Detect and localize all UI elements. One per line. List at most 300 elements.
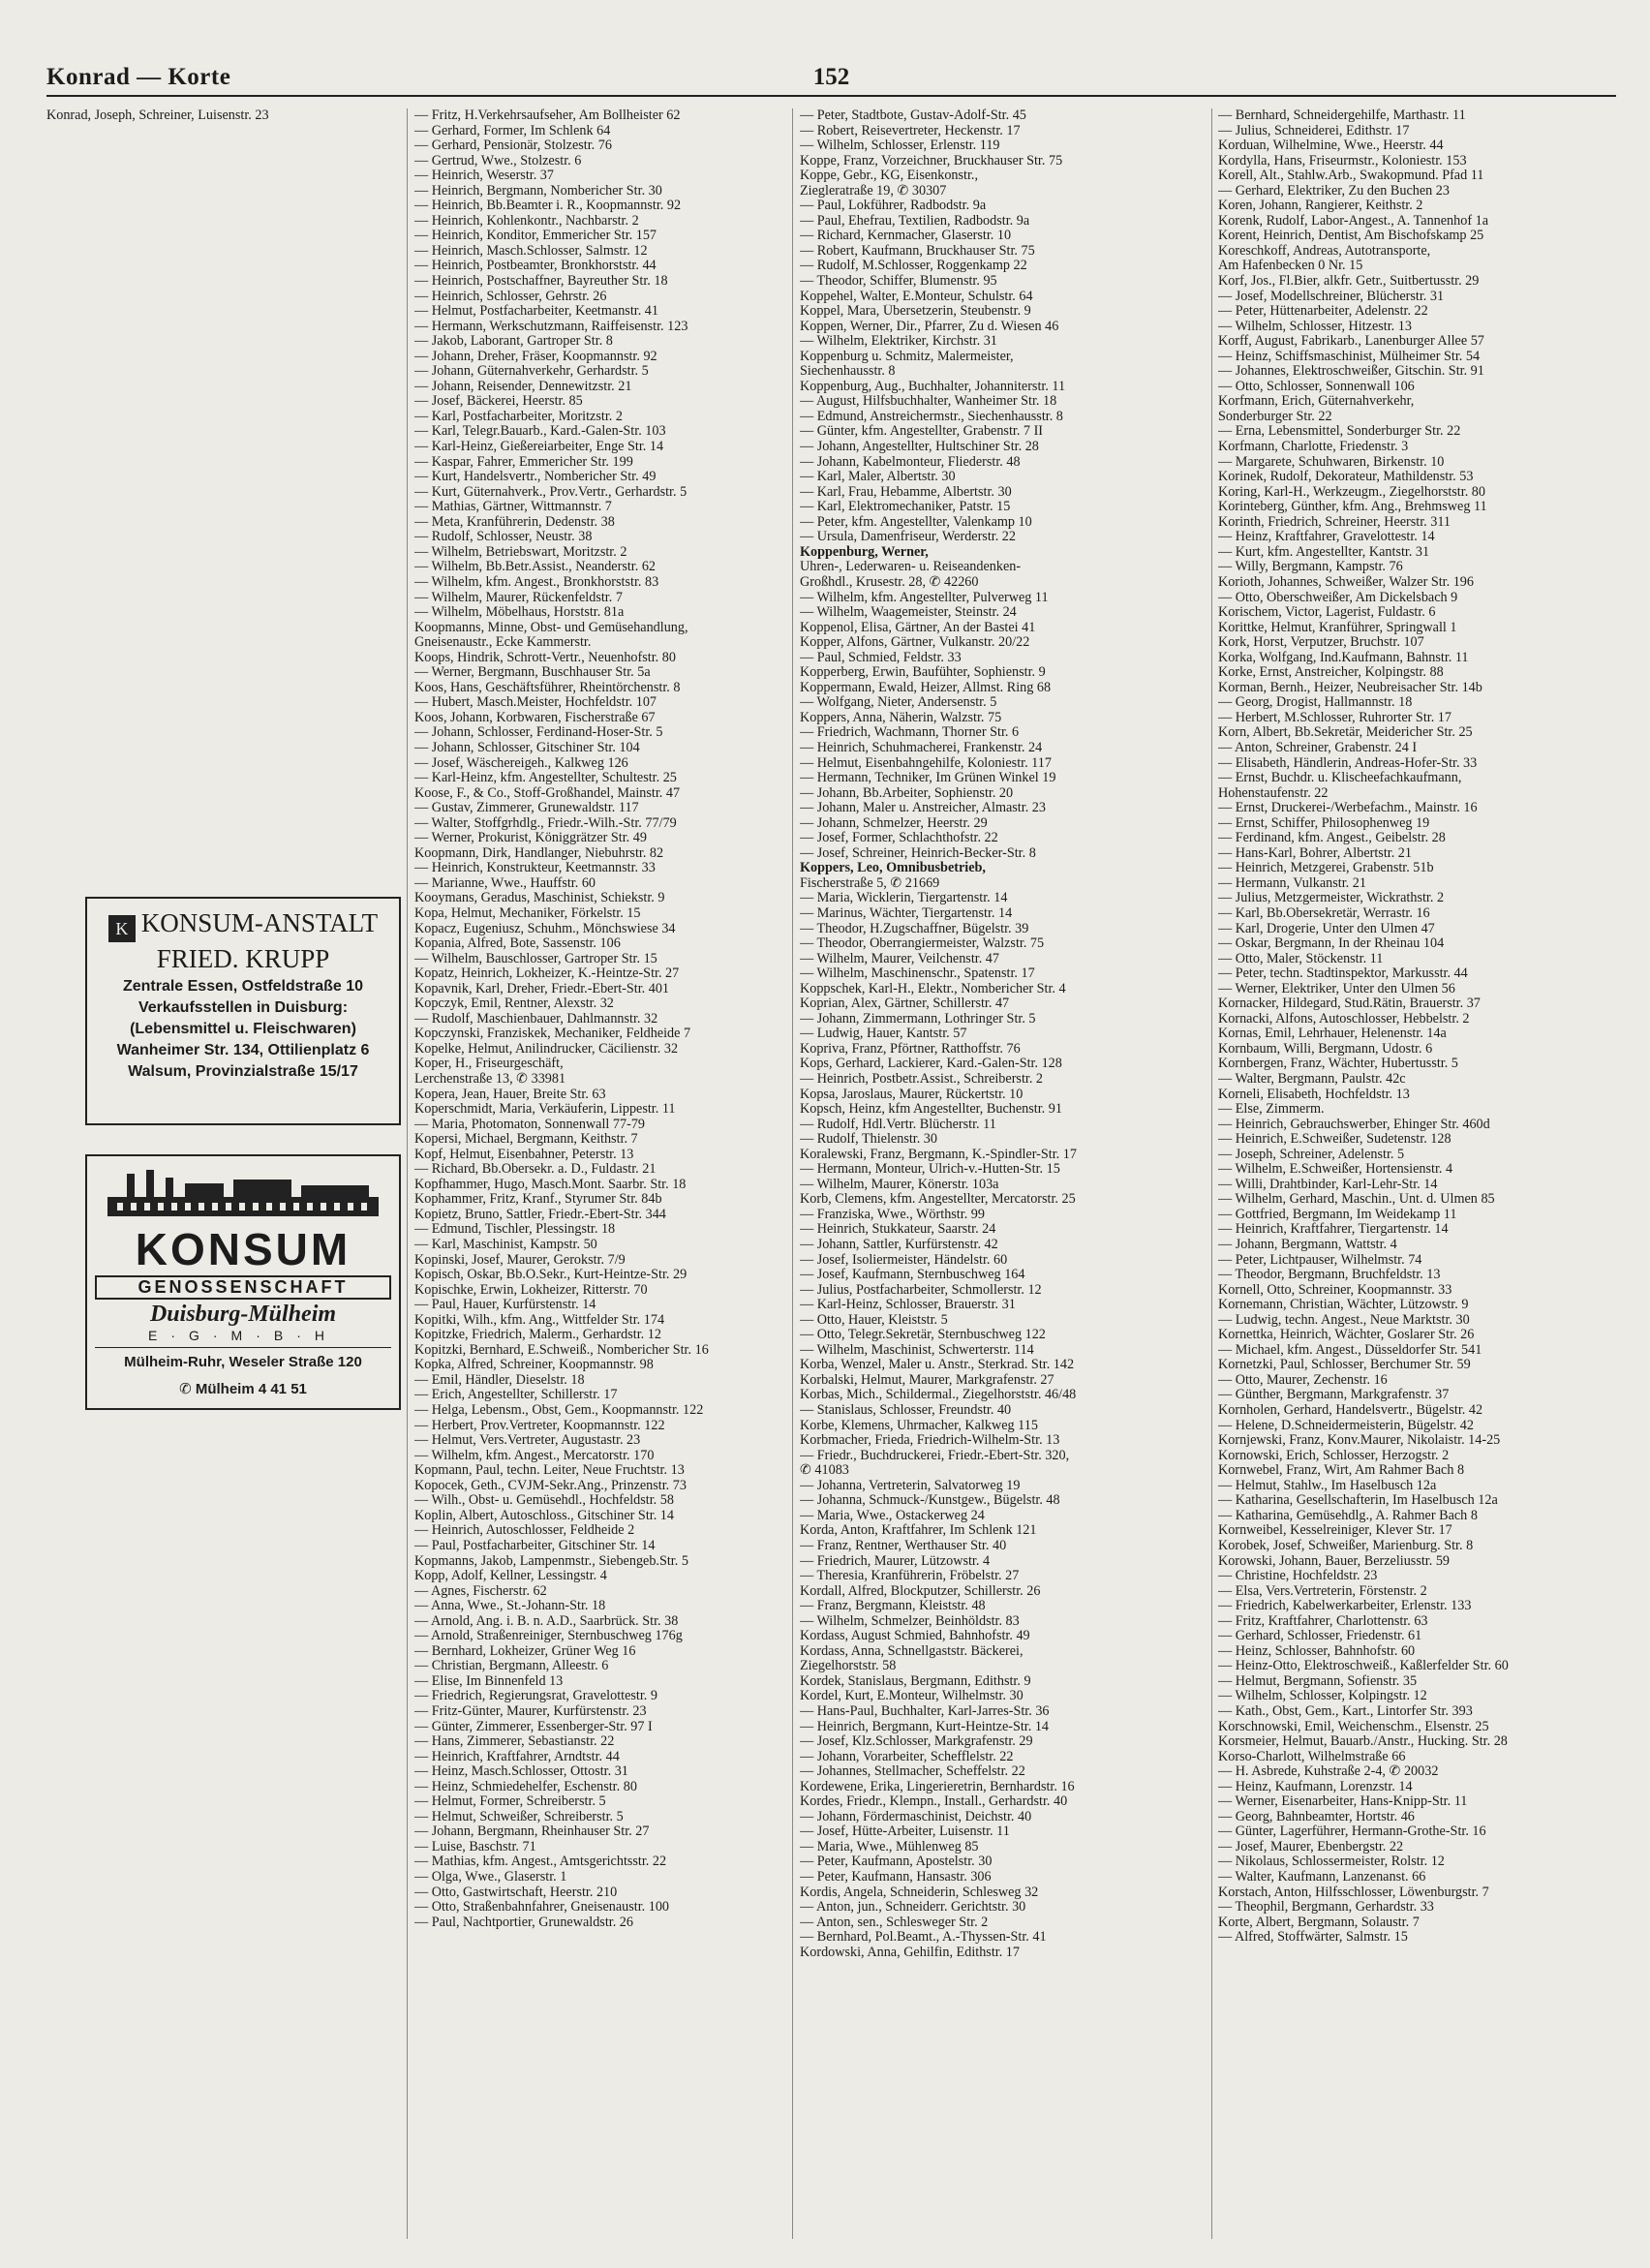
directory-entry: Kornbaum, Willi, Bergmann, Udostr. 6 <box>1218 1041 1433 1057</box>
directory-entry: — Wilhelm, Maschinist, Schwerterstr. 114 <box>800 1342 1034 1358</box>
directory-entry: — Richard, Bb.Obersekr. a. D., Fuldastr. 21 <box>414 1162 657 1178</box>
directory-entry: Korff, August, Fabrikarb., Lanenburger Allee 57 <box>1218 334 1484 350</box>
directory-entry: — Wilhelm, Bb.Betr.Assist., Neanderstr. 62 <box>414 560 657 575</box>
directory-entry: — Paul, Nachtportier, Grunewaldstr. 26 <box>414 1915 633 1930</box>
directory-entry: Kophammer, Fritz, Kranf., Styrumer Str. 84b <box>414 1192 662 1208</box>
directory-entry: — Ludwig, techn. Angest., Neue Marktstr. 30 <box>1218 1312 1470 1328</box>
ad-address: Mülheim-Ruhr, Weseler Straße 120 <box>124 1354 362 1370</box>
directory-entry: — Bernhard, Schneidergehilfe, Marthastr. 11 <box>1218 108 1466 123</box>
directory-entry: — Helmut, Postfacharbeiter, Keetmanstr. 41 <box>414 304 658 320</box>
directory-entry: Koos, Hans, Geschäftsführer, Rheintörchenstr. 8 <box>414 680 681 695</box>
directory-entry: Kopinski, Josef, Maurer, Gerokstr. 7/9 <box>414 1252 626 1268</box>
directory-entry: — Johann, Bergmann, Wattstr. 4 <box>1218 1238 1397 1253</box>
directory-entry: — Helmut, Eisenbahngehilfe, Koloniestr. 117 <box>800 755 1052 771</box>
directory-entry: — Arnold, Ang. i. B. n. A.D., Saarbrück. Str. 38 <box>414 1613 679 1629</box>
directory-entry: — Anton, Schreiner, Grabenstr. 24 I <box>1218 740 1418 755</box>
directory-entry: — Johann, Zimmermann, Lothringer Str. 5 <box>800 1011 1036 1027</box>
directory-entry: Kopitzki, Bernhard, E.Schweiß., Nombericher Str. 16 <box>414 1342 709 1358</box>
directory-entry: — Helmut, Former, Schreiberstr. 5 <box>414 1794 606 1810</box>
directory-entry: — Julius, Schneiderei, Edithstr. 17 <box>1218 123 1410 138</box>
directory-entry: — Katharina, Gemüsehdlg., A. Rahmer Bach 8 <box>1218 1508 1478 1523</box>
directory-entry: — Johann, Bergmann, Rheinhauser Str. 27 <box>414 1824 650 1840</box>
directory-entry: — Olga, Wwe., Glaserstr. 1 <box>414 1869 567 1885</box>
directory-entry: — Werner, Elektriker, Unter den Ulmen 56 <box>1218 981 1455 996</box>
directory-entry: — Meta, Kranführerin, Dedenstr. 38 <box>414 514 615 530</box>
directory-entry: — Johann, Fördermaschinist, Deichstr. 40 <box>800 1809 1032 1824</box>
directory-entry: — Ludwig, Hauer, Kantstr. 57 <box>800 1027 967 1042</box>
directory-entry: — Maria, Photomaton, Sonnenwall 77-79 <box>414 1117 646 1132</box>
directory-entry: — Heinrich, Konstrukteur, Keetmannstr. 33 <box>414 861 656 876</box>
directory-entry: Großhdl., Krusestr. 28, ✆ 42260 <box>800 574 979 590</box>
directory-entry: Korb, Clemens, kfm. Angestellter, Mercatorstr. 25 <box>800 1192 1076 1208</box>
directory-entry: — Johann, Kabelmonteur, Fliederstr. 48 <box>800 454 1021 470</box>
directory-entry: — Franz, Bergmann, Kleiststr. 48 <box>800 1599 986 1614</box>
directory-entry: — Josef, Former, Schlachthofstr. 22 <box>800 831 998 846</box>
column-4 <box>1218 108 1609 1946</box>
directory-entry: Koplin, Albert, Autoschloss., Gitschiner Str. 14 <box>414 1508 674 1523</box>
directory-entry: Korinth, Friedrich, Schreiner, Heerstr. 311 <box>1218 514 1451 530</box>
directory-entry: — Maria, Wicklerin, Tiergartenstr. 14 <box>800 891 1008 906</box>
directory-entry: Koppenburg, Aug., Buchhalter, Johanniterstr. 11 <box>800 379 1066 394</box>
directory-entry: — Wolfgang, Nieter, Andersenstr. 5 <box>800 695 997 711</box>
directory-entry: — Heinrich, Postbeamter, Bronkhorststr. 44 <box>414 259 657 274</box>
directory-entry: Koreschkoff, Andreas, Autotransporte, <box>1218 243 1431 259</box>
directory-entry: — Helene, D.Schneidermeisterin, Bügelstr. 42 <box>1218 1418 1474 1433</box>
directory-entry: — Josef, Schreiner, Heinrich-Becker-Str. 8 <box>800 845 1036 861</box>
directory-entry: — Theodor, Bergmann, Bruchfeldstr. 13 <box>1218 1268 1441 1283</box>
directory-entry: — Hans, Zimmerer, Sebastianstr. 22 <box>414 1734 615 1750</box>
ad-konsum-genossenschaft <box>85 1154 401 1410</box>
directory-entry: — Rudolf, Schlosser, Neustr. 38 <box>414 530 593 545</box>
directory-entry: — Else, Zimmerm. <box>1218 1102 1325 1118</box>
directory-entry: — Heinrich, Postbetr.Assist., Schreiberstr. 2 <box>800 1072 1044 1087</box>
directory-entry: — Heinz, Schlosser, Bahnhofstr. 60 <box>1218 1643 1416 1659</box>
directory-entry: — Michael, kfm. Angest., Düsseldorfer Str. 541 <box>1218 1342 1482 1358</box>
directory-entry: — Heinz, Masch.Schlosser, Ottostr. 31 <box>414 1764 628 1780</box>
directory-entry: — Josef, Hütte-Arbeiter, Luisenstr. 11 <box>800 1824 1010 1840</box>
directory-entry: — Otto, Oberschweißer, Am Dickelsbach 9 <box>1218 590 1458 605</box>
directory-entry: — Stanislaus, Schlosser, Freundstr. 40 <box>800 1403 1012 1419</box>
directory-entry: Kordass, Anna, Schnellgaststr. Bäckerei, <box>800 1643 1024 1659</box>
directory-entry: Korowski, Johann, Bauer, Berzeliusstr. 59 <box>1218 1553 1451 1569</box>
directory-entry: — Hans-Karl, Bohrer, Albertstr. 21 <box>1218 845 1412 861</box>
directory-entry: Koren, Johann, Rangierer, Keithstr. 2 <box>1218 199 1423 214</box>
column-rule <box>407 108 408 2239</box>
directory-entry: — Maria, Wwe., Ostackerweg 24 <box>800 1508 985 1523</box>
directory-entry: — Johann, Maler u. Anstreicher, Almastr. 23 <box>800 801 1046 816</box>
directory-entry: — Otto, Hauer, Kleiststr. 5 <box>800 1312 948 1328</box>
directory-entry: Kopacz, Eugeniusz, Schuhm., Mönchswiese 34 <box>414 921 676 936</box>
directory-entry: ✆ 41083 <box>800 1463 849 1479</box>
directory-entry: — Willi, Drahtbinder, Karl-Lehr-Str. 14 <box>1218 1177 1438 1192</box>
directory-entry: — Anton, sen., Schlesweger Str. 2 <box>800 1915 989 1930</box>
directory-entry: — Gottfried, Bergmann, Im Weidekamp 11 <box>1218 1207 1457 1222</box>
directory-entry: Kork, Horst, Verputzer, Bruchstr. 107 <box>1218 635 1424 651</box>
directory-entry: Kornowski, Erich, Schlosser, Herzogstr. 2 <box>1218 1448 1450 1463</box>
directory-entry: — Jakob, Laborant, Gartroper Str. 8 <box>414 334 613 350</box>
directory-entry: Koopmanns, Minne, Obst- und Gemüsehandlung, <box>414 620 688 635</box>
directory-entry: — Josef, Bäckerei, Heerstr. 85 <box>414 394 583 410</box>
directory-entry: — Hubert, Masch.Meister, Hochfeldstr. 107 <box>414 695 657 711</box>
directory-entry: — Kurt, kfm. Angestellter, Kantstr. 31 <box>1218 544 1430 560</box>
directory-entry: — Margarete, Schuhwaren, Birkenstr. 10 <box>1218 454 1445 470</box>
directory-entry: — Otto, Maurer, Zechenstr. 16 <box>1218 1372 1388 1388</box>
directory-entry: — Heinrich, Kohlenkontr., Nachbarstr. 2 <box>414 213 639 229</box>
directory-entry: Korfmann, Erich, Güternahverkehr, <box>1218 394 1415 410</box>
directory-entry: — Heinrich, Weserstr. 37 <box>414 169 554 184</box>
directory-entry: Koperschmidt, Maria, Verkäuferin, Lippestr. 11 <box>414 1102 676 1118</box>
directory-entry: — Peter, Kaufmann, Apostelstr. 30 <box>800 1854 993 1870</box>
directory-entry: — Peter, techn. Stadtinspektor, Markusstr. 44 <box>1218 966 1468 982</box>
directory-entry: — Helga, Lebensm., Obst, Gem., Koopmannstr. 122 <box>414 1403 704 1419</box>
page-number: 152 <box>812 64 850 90</box>
ad-line: Walsum, Provinzialstraße 15/17 <box>128 1063 358 1080</box>
directory-entry: — Joseph, Schreiner, Adelenstr. 5 <box>1218 1147 1405 1162</box>
directory-entry: — Friedrich, Wachmann, Thorner Str. 6 <box>800 725 1020 741</box>
directory-entry: — Johannes, Stellmacher, Scheffelstr. 22 <box>800 1764 1025 1780</box>
directory-entry: Konrad, Joseph, Schreiner, Luisenstr. 23 <box>46 108 269 123</box>
directory-entry: — Marianne, Wwe., Hauffstr. 60 <box>414 875 596 891</box>
ad-line: Verkaufsstellen in Duisburg: <box>138 999 349 1016</box>
directory-entry: — Johann, Angestellter, Hultschiner Str. 28 <box>800 440 1039 455</box>
directory-entry: — Karl-Heinz, Schlosser, Brauerstr. 31 <box>800 1298 1016 1313</box>
directory-entry: — Günther, Bergmann, Markgrafenstr. 37 <box>1218 1388 1450 1403</box>
directory-entry: — Johannes, Elektroschweißer, Gitschin. Str. 91 <box>1218 364 1484 380</box>
directory-entry: Kopriva, Franz, Pförtner, Ratthoffstr. 76 <box>800 1041 1021 1057</box>
directory-entry: Korstach, Anton, Hilfsschlosser, Löwenburgstr. 7 <box>1218 1885 1489 1900</box>
directory-entry: Kopmanns, Jakob, Lampenmstr., Siebengeb.Str. 5 <box>414 1553 688 1569</box>
directory-entry: — Herbert, M.Schlosser, Ruhrorter Str. 17 <box>1218 710 1451 725</box>
directory-entry: — Wilhelm, Schlosser, Erlenstr. 119 <box>800 138 1000 154</box>
directory-entry: — Wilhelm, Maurer, Veilchenstr. 47 <box>800 951 999 966</box>
directory-entry: — Theodor, H.Zugschaffner, Bügelstr. 39 <box>800 921 1029 936</box>
directory-entry: — Erna, Lebensmittel, Sonderburger Str. 22 <box>1218 424 1461 440</box>
directory-entry: Lerchenstraße 13, ✆ 33981 <box>414 1072 566 1087</box>
krupp-logo-icon: K <box>108 915 136 942</box>
directory-entry: — Theresia, Kranführerin, Fröbelstr. 27 <box>800 1569 1020 1584</box>
directory-entry: Koper, H., Friseurgeschäft, <box>414 1057 564 1072</box>
directory-entry: — Edmund, Anstreichermstr., Siechenhausstr. 8 <box>800 409 1063 424</box>
directory-entry: Korfmann, Charlotte, Friedenstr. 3 <box>1218 440 1409 455</box>
directory-entry: — Karl, Telegr.Bauarb., Kard.-Galen-Str. 103 <box>414 424 666 440</box>
directory-entry: — Johanna, Schmuck-/Kunstgew., Bügelstr. 48 <box>800 1493 1060 1509</box>
directory-entry: — Helmut, Bergmann, Sofienstr. 35 <box>1218 1673 1418 1689</box>
directory-entry: — Hermann, Werkschutzmann, Raiffeisenstr. 123 <box>414 319 688 334</box>
directory-entry: — August, Hilfsbuchhalter, Wanheimer Str. 18 <box>800 394 1057 410</box>
directory-entry: — Oskar, Bergmann, In der Rheinau 104 <box>1218 936 1445 952</box>
directory-entry: Koprian, Alex, Gärtner, Schillerstr. 47 <box>800 996 1010 1012</box>
directory-entry: Koos, Johann, Korbwaren, Fischerstraße 67 <box>414 710 656 725</box>
directory-entry: — Heinrich, Autoschlosser, Feldheide 2 <box>414 1523 635 1539</box>
directory-entry: Kopera, Jean, Hauer, Breite Str. 63 <box>414 1087 606 1102</box>
directory-entry: Fischerstraße 5, ✆ 21669 <box>800 875 940 891</box>
directory-entry: — Wilhelm, Gerhard, Maschin., Unt. d. Ulmen 85 <box>1218 1192 1495 1208</box>
directory-entry: Kopsa, Jaroslaus, Maurer, Rückertstr. 10 <box>800 1087 1024 1102</box>
directory-entry: Koose, F., & Co., Stoff-Großhandel, Mainstr. 47 <box>414 785 681 801</box>
running-head: Konrad — Korte <box>46 64 231 90</box>
directory-entry: — Kurt, Güternahverk., Prov.Vertr., Gerhardstr. 5 <box>414 484 688 500</box>
directory-entry: — Gerhard, Pensionär, Stolzestr. 76 <box>414 138 612 154</box>
directory-entry: — Heinrich, Masch.Schlosser, Salmstr. 12 <box>414 243 648 259</box>
directory-entry: Kopfhammer, Hugo, Masch.Mont. Saarbr. Str. 18 <box>414 1177 687 1192</box>
directory-entry: — Wilhelm, Maurer, Rückenfeldstr. 7 <box>414 590 623 605</box>
directory-entry: — Gertrud, Wwe., Stolzestr. 6 <box>414 153 582 169</box>
directory-entry: — Friedr., Buchdruckerei, Friedr.-Ebert-Str. 320, <box>800 1448 1070 1463</box>
directory-entry: — Heinrich, Schlosser, Gehrstr. 26 <box>414 289 607 304</box>
directory-entry: — Elise, Im Binnenfeld 13 <box>414 1673 564 1689</box>
directory-entry: Kopavnik, Karl, Dreher, Friedr.-Ebert-Str. 401 <box>414 981 670 996</box>
directory-entry: Kopitzke, Friedrich, Malerm., Gerhardstr. 12 <box>414 1328 661 1343</box>
directory-entry: — Julius, Postfacharbeiter, Schmollerstr. 12 <box>800 1282 1042 1298</box>
directory-entry: — Friedrich, Kabelwerkarbeiter, Erlenstr. 133 <box>1218 1599 1472 1614</box>
directory-entry: — Johann, Vorarbeiter, Schefflelstr. 22 <box>800 1749 1014 1764</box>
directory-entry: — Heinrich, E.Schweißer, Sudetenstr. 128 <box>1218 1132 1451 1148</box>
ad-konsum-title: KONSUM <box>135 1224 351 1274</box>
directory-entry: — Erich, Angestellter, Schillerstr. 17 <box>414 1388 618 1403</box>
column-1-entries-top <box>46 108 401 124</box>
directory-entry: — Fritz, H.Verkehrsaufseher, Am Bollheister 62 <box>414 108 681 123</box>
directory-entry: — Christian, Bergmann, Alleestr. 6 <box>414 1659 609 1674</box>
directory-entry: Kopitki, Wilh., kfm. Ang., Wittfelder Str. 174 <box>414 1312 665 1328</box>
directory-entry: — Johann, Dreher, Fräser, Koopmannstr. 92 <box>414 349 657 364</box>
directory-entry: Koppenol, Elisa, Gärtner, An der Bastei 41 <box>800 620 1036 635</box>
directory-entry: Kornwebel, Franz, Wirt, Am Rahmer Bach 8 <box>1218 1463 1465 1479</box>
directory-entry: Kopp, Adolf, Kellner, Lessingstr. 4 <box>414 1569 607 1584</box>
directory-entry: — Elsa, Vers.Vertreterin, Förstenstr. 2 <box>1218 1583 1427 1599</box>
directory-entry: — Peter, Kaufmann, Hansastr. 306 <box>800 1869 992 1885</box>
directory-entry: — Rudolf, Maschienbauer, Dahlmannstr. 32 <box>414 1011 658 1027</box>
directory-entry: — Herbert, Prov.Vertreter, Koopmannstr. 122 <box>414 1418 665 1433</box>
directory-entry: — Peter, Stadtbote, Gustav-Adolf-Str. 45 <box>800 108 1026 123</box>
directory-entry: — Kurt, Handelsvertr., Nombericher Str. 49 <box>414 470 657 485</box>
ad-egmbh: E·G·M·B·H <box>148 1328 338 1343</box>
directory-entry: Kordewene, Erika, Lingerieretrin, Bernhardstr. 16 <box>800 1779 1075 1794</box>
directory-entry: — Karl, Maschinist, Kampstr. 50 <box>414 1238 597 1253</box>
directory-entry: Koppenburg, Werner, <box>800 544 929 560</box>
directory-entry: — Agnes, Fischerstr. 62 <box>414 1583 547 1599</box>
directory-entry: Kopelke, Helmut, Anilindrucker, Cäcilienstr. 32 <box>414 1041 679 1057</box>
directory-entry: Gneisenaustr., Ecke Kammerstr. <box>414 635 592 651</box>
directory-entry: — Otto, Telegr.Sekretär, Sternbuschweg 122 <box>800 1328 1046 1343</box>
directory-entry: — Josef, Kaufmann, Sternbuschweg 164 <box>800 1268 1025 1283</box>
directory-entry: — Robert, Reisevertreter, Heckenstr. 17 <box>800 123 1021 138</box>
directory-entry: — Günter, Zimmerer, Essenberger-Str. 97 I <box>414 1719 653 1734</box>
directory-entry: Kooymans, Geradus, Maschinist, Schiekstr. 9 <box>414 891 665 906</box>
directory-entry: — Peter, Lichtpauser, Wilhelmstr. 74 <box>1218 1252 1422 1268</box>
directory-entry: — Walter, Kaufmann, Lanzenanst. 66 <box>1218 1869 1426 1885</box>
directory-entry: Korell, Alt., Stahlw.Arb., Swakopmund. Pfad 11 <box>1218 169 1484 184</box>
directory-entry: — Hermann, Monteur, Ulrich-v.-Hutten-Str. 15 <box>800 1162 1060 1178</box>
directory-entry: — Friedrich, Maurer, Lützowstr. 4 <box>800 1553 991 1569</box>
directory-entry: — Wilhelm, kfm. Angest., Bronkhorststr. 83 <box>414 574 659 590</box>
directory-entry: — Heinrich, Gebrauchswerber, Ehinger Str. 460d <box>1218 1117 1490 1132</box>
directory-entry: — Wilh., Obst- u. Gemüsehdl., Hochfeldstr. 58 <box>414 1493 674 1509</box>
directory-entry: — Hermann, Techniker, Im Grünen Winkel 19 <box>800 771 1056 786</box>
ad-konsum-anstalt-krupp <box>85 897 401 1125</box>
directory-entry: Kopatz, Heinrich, Lokheizer, K.-Heintze-Str. 27 <box>414 966 680 982</box>
directory-entry: — Mathias, kfm. Angest., Amtsgerichtsstr. 22 <box>414 1854 667 1870</box>
directory-entry: — Ernst, Schiffer, Philosophenweg 19 <box>1218 815 1430 831</box>
directory-entry: — Karl, Maler, Albertstr. 30 <box>800 470 956 485</box>
directory-entry: — Anton, jun., Schneiderr. Gerichtstr. 30 <box>800 1900 1026 1916</box>
directory-entry: Kornjewski, Franz, Konv.Maurer, Nikolaistr. 14-25 <box>1218 1433 1501 1449</box>
directory-entry: Kops, Gerhard, Lackierer, Kard.-Galen-Str. 128 <box>800 1057 1062 1072</box>
directory-entry: — Otto, Maler, Stöckenstr. 11 <box>1218 951 1384 966</box>
directory-entry: — Wilhelm, Schmelzer, Beinhöldstr. 83 <box>800 1613 1020 1629</box>
directory-entry: — Karl, Elektromechaniker, Patstr. 15 <box>800 500 1011 515</box>
ad-genossenschaft: GENOSSENSCHAFT <box>95 1275 391 1300</box>
column-3 <box>800 108 1207 1960</box>
directory-entry: Kordek, Stanislaus, Bergmann, Edithstr. 9 <box>800 1673 1031 1689</box>
directory-entry: — Paul, Postfacharbeiter, Gitschiner Str. 14 <box>414 1538 656 1553</box>
directory-entry: — Günter, kfm. Angestellter, Grabenstr. 7 II <box>800 424 1044 440</box>
directory-entry: — Julius, Metzgermeister, Wickrathstr. 2 <box>1218 891 1445 906</box>
directory-entry: Hohenstaufenstr. 22 <box>1218 785 1329 801</box>
directory-entry: Sonderburger Str. 22 <box>1218 409 1332 424</box>
directory-entry: — Günter, Lagerführer, Hermann-Grothe-Str. 16 <box>1218 1824 1486 1840</box>
directory-entry: — Johann, Schlosser, Ferdinand-Hoser-Str. 5 <box>414 725 663 741</box>
directory-entry: Kornetzki, Paul, Schlosser, Berchumer Str. 59 <box>1218 1358 1471 1373</box>
directory-entry: Koppschek, Karl-H., Elektr., Nombericher Str. 4 <box>800 981 1066 996</box>
directory-entry: — Theodor, Schiffer, Blumenstr. 95 <box>800 274 997 290</box>
directory-entry: Korinek, Rudolf, Dekorateur, Mathildenstr. 53 <box>1218 470 1474 485</box>
ad-line: Zentrale Essen, Ostfeldstraße 10 <box>122 978 364 995</box>
directory-entry: Kopf, Helmut, Eisenbahner, Peterstr. 13 <box>414 1147 634 1162</box>
directory-entry: Uhren-, Lederwaren- u. Reiseandenken- <box>800 560 1022 575</box>
ad-title <box>87 908 399 942</box>
directory-entry: Kopania, Alfred, Bote, Sassenstr. 106 <box>414 936 621 952</box>
directory-entry: — Wilhelm, Elektriker, Kirchstr. 31 <box>800 334 997 350</box>
directory-entry: Ziegelhorststr. 58 <box>800 1659 897 1674</box>
directory-entry: Korf, Jos., Fl.Bier, alkfr. Getr., Suitbertusstr. 29 <box>1218 274 1480 290</box>
directory-entry: — Heinz, Schiffsmaschinist, Mülheimer Str. 54 <box>1218 349 1481 364</box>
directory-entry: Korte, Albert, Bergmann, Solaustr. 7 <box>1218 1915 1420 1930</box>
directory-entry: — Wilhelm, Schlosser, Kolpingstr. 12 <box>1218 1689 1427 1704</box>
directory-entry: — Johann, Reisender, Dennewitzstr. 21 <box>414 379 632 394</box>
directory-entry: — Heinz, Schmiedehelfer, Eschenstr. 80 <box>414 1779 637 1794</box>
directory-entry: — Emil, Händler, Dieselstr. 18 <box>414 1372 585 1388</box>
directory-entry: Korent, Heinrich, Dentist, Am Bischofskamp 25 <box>1218 229 1484 244</box>
directory-entry: Korittke, Helmut, Kranführer, Springwall 1 <box>1218 620 1457 635</box>
directory-entry: — Kath., Obst, Gem., Kart., Lintorfer Str. 393 <box>1218 1703 1473 1719</box>
directory-entry: — Georg, Bahnbeamter, Hortstr. 46 <box>1218 1809 1415 1824</box>
directory-entry: — Friedrich, Regierungsrat, Gravelottestr. 9 <box>414 1689 657 1704</box>
directory-entry: — Paul, Hauer, Kurfürstenstr. 14 <box>414 1298 596 1313</box>
directory-entry: Korbmacher, Frieda, Friedrich-Wilhelm-Str. 13 <box>800 1433 1060 1449</box>
directory-entry: — Karl, Bb.Obersekretär, Werrastr. 16 <box>1218 905 1430 921</box>
directory-entry: Korman, Bernh., Heizer, Neubreisacher Str. 14b <box>1218 680 1482 695</box>
directory-entry: — Heinrich, Schuhmacherei, Frankenstr. 24 <box>800 740 1043 755</box>
column-2 <box>414 108 786 1930</box>
directory-entry: Kordylla, Hans, Friseurmstr., Koloniestr. 153 <box>1218 153 1467 169</box>
directory-entry: — Theodor, Oberrangiermeister, Walzstr. 75 <box>800 936 1045 952</box>
directory-entry: Korka, Wolfgang, Ind.Kaufmann, Bahnstr. 11 <box>1218 650 1469 665</box>
directory-entry: — Gerhard, Former, Im Schlenk 64 <box>414 123 611 138</box>
ad-subtitle: FRIED. KRUPP <box>156 944 330 973</box>
directory-entry: Korenk, Rudolf, Labor-Angest., A. Tannenhof 1a <box>1218 213 1488 229</box>
directory-entry: Kopersi, Michael, Bergmann, Keithstr. 7 <box>414 1132 638 1148</box>
directory-entry: — Otto, Gastwirtschaft, Heerstr. 210 <box>414 1885 618 1900</box>
directory-entry: Kopka, Alfred, Schreiner, Koopmannstr. 98 <box>414 1358 654 1373</box>
directory-entry: — Paul, Ehefrau, Textilien, Radbodstr. 9a <box>800 213 1030 229</box>
ad-line: Wanheimer Str. 134, Ottilienplatz 6 <box>116 1042 370 1058</box>
directory-entry: — Hans-Paul, Buchhalter, Karl-Jarres-Str. 36 <box>800 1703 1050 1719</box>
directory-entry: — Karl-Heinz, kfm. Angestellter, Schultestr. 25 <box>414 771 677 786</box>
directory-entry: Korda, Anton, Kraftfahrer, Im Schlenk 121 <box>800 1523 1037 1539</box>
factory-illustration-icon <box>98 1168 388 1218</box>
directory-entry: — Werner, Prokurist, Königgrätzer Str. 49 <box>414 831 647 846</box>
directory-entry: Siechenhausstr. 8 <box>800 364 896 380</box>
directory-entry: — Kaspar, Fahrer, Emmericher Str. 199 <box>414 454 633 470</box>
directory-entry: — Wilhelm, Maurer, Könerstr. 103a <box>800 1177 999 1192</box>
directory-entry: Korbalski, Helmut, Maurer, Markgrafenstr. 27 <box>800 1372 1054 1388</box>
directory-entry: Kornbergen, Franz, Wächter, Hubertusstr. 5 <box>1218 1057 1458 1072</box>
directory-entry: — Heinz, Kraftfahrer, Gravelottestr. 14 <box>1218 530 1435 545</box>
directory-entry: Kornas, Emil, Lehrhauer, Helenenstr. 14a <box>1218 1027 1447 1042</box>
directory-entry: Kopczyk, Emil, Rentner, Alexstr. 32 <box>414 996 614 1012</box>
directory-entry: — Heinrich, Bergmann, Nombericher Str. 30 <box>414 183 662 199</box>
column-rule <box>1211 108 1212 2239</box>
directory-entry: — Josef, Maurer, Ebenbergstr. 22 <box>1218 1839 1404 1854</box>
directory-entry: Korinteberg, Günther, kfm. Ang., Brehmsweg 11 <box>1218 500 1487 515</box>
directory-entry: Kordel, Kurt, E.Monteur, Wilhelmstr. 30 <box>800 1689 1024 1704</box>
directory-entry: — Christine, Hochfeldstr. 23 <box>1218 1569 1378 1584</box>
directory-entry: — H. Asbrede, Kuhstraße 2-4, ✆ 20032 <box>1218 1764 1439 1780</box>
directory-entry: Korn, Albert, Bb.Sekretär, Meidericher Str. 25 <box>1218 725 1473 741</box>
directory-entry: Kordowski, Anna, Gehilfin, Edithstr. 17 <box>800 1945 1020 1960</box>
directory-entry: — Mathias, Gärtner, Wittmannstr. 7 <box>414 500 612 515</box>
directory-entry: Kordis, Angela, Schneiderin, Schlesweg 32 <box>800 1885 1039 1900</box>
directory-entry: Kordall, Alfred, Blockputzer, Schillerstr. 26 <box>800 1583 1041 1599</box>
directory-entry: Kopa, Helmut, Mechaniker, Förkelstr. 15 <box>414 905 641 921</box>
directory-entry: Koppenburg u. Schmitz, Malermeister, <box>800 349 1014 364</box>
directory-entry: — Walter, Stoffgrhdlg., Friedr.-Wilh.-Str. 77/79 <box>414 815 677 831</box>
directory-entry: — Johann, Schmelzer, Heerstr. 29 <box>800 815 988 831</box>
directory-entry: — Johann, Güternahverkehr, Gerhardstr. 5 <box>414 364 649 380</box>
page-header <box>46 56 1616 97</box>
directory-entry: Koralewski, Franz, Bergmann, K.-Spindler-Str. 17 <box>800 1147 1077 1162</box>
directory-entry: Koppen, Werner, Dir., Pfarrer, Zu d. Wiesen 46 <box>800 319 1059 334</box>
directory-entry: — Ferdinand, kfm. Angest., Geibelstr. 28 <box>1218 831 1446 846</box>
directory-entry: — Ernst, Druckerei-/Werbefachm., Mainstr. 16 <box>1218 801 1478 816</box>
directory-entry: — Paul, Schmied, Feldstr. 33 <box>800 650 962 665</box>
directory-entry: — Anna, Wwe., St.-Johann-Str. 18 <box>414 1599 606 1614</box>
directory-entry: — Robert, Kaufmann, Bruckhauser Str. 75 <box>800 243 1035 259</box>
directory-entry: — Josef, Modellschreiner, Blücherstr. 31 <box>1218 289 1445 304</box>
directory-entry: Korbe, Klemens, Uhrmacher, Kalkweg 115 <box>800 1418 1038 1433</box>
directory-entry: Koppers, Leo, Omnibusbetrieb, <box>800 861 986 876</box>
directory-entry: Kornemann, Christian, Wächter, Lützowstr. 9 <box>1218 1298 1469 1313</box>
directory-entry: — Wilhelm, Maschinenschr., Spatenstr. 17 <box>800 966 1035 982</box>
directory-entry: — Otto, Straßenbahnfahrer, Gneisenaustr. 100 <box>414 1900 670 1916</box>
directory-entry: — Luise, Baschstr. 71 <box>414 1839 536 1854</box>
directory-entry: Kopischke, Erwin, Lokheizer, Ritterstr. 70 <box>414 1282 648 1298</box>
directory-entry: Kopper, Alfons, Gärtner, Vulkanstr. 20/22 <box>800 635 1030 651</box>
column-1 <box>46 108 401 124</box>
directory-entry: Kopmann, Paul, techn. Leiter, Neue Fruchtstr. 13 <box>414 1463 685 1479</box>
directory-entry: — Heinrich, Postschaffner, Bayreuther Str. 18 <box>414 274 668 290</box>
directory-entry: — Katharina, Gesellschafterin, Im Haselbusch 12a <box>1218 1493 1498 1509</box>
directory-entry: Korschnowski, Emil, Weichenschm., Elsenstr. 25 <box>1218 1719 1489 1734</box>
directory-entry: — Gustav, Zimmerer, Grunewaldstr. 117 <box>414 801 639 816</box>
directory-entry: — Wilhelm, E.Schweißer, Hortensienstr. 4 <box>1218 1162 1453 1178</box>
directory-entry: — Ursula, Damenfriseur, Werderstr. 22 <box>800 530 1016 545</box>
directory-entry: — Heinrich, Stukkateur, Saarstr. 24 <box>800 1222 996 1238</box>
directory-entry: — Heinrich, Kraftfahrer, Tiergartenstr. 14 <box>1218 1222 1449 1238</box>
directory-entry: — Otto, Schlosser, Sonnenwall 106 <box>1218 379 1415 394</box>
directory-entry: — Nikolaus, Schlossermeister, Rolstr. 12 <box>1218 1854 1445 1870</box>
directory-entry: Kopczynski, Franziskek, Mechaniker, Feldheide 7 <box>414 1027 691 1042</box>
